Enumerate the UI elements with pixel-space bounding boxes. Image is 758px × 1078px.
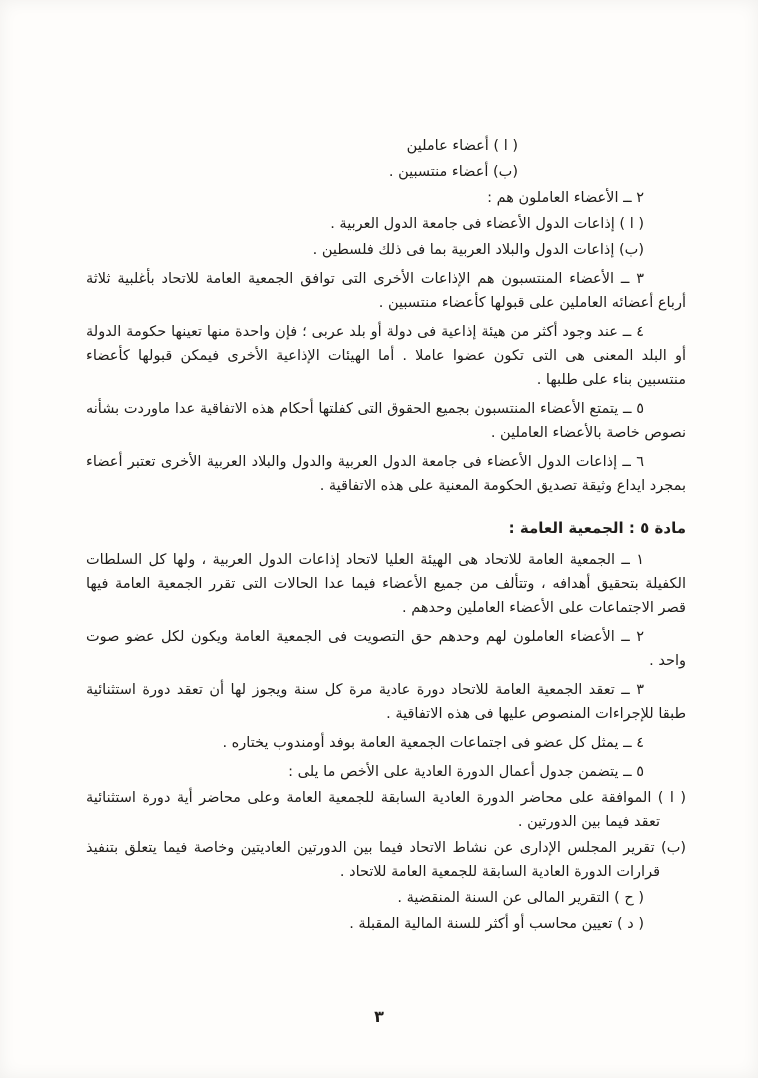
clause-2-item-a: ( ا ) إذاعات الدول الأعضاء فى جامعة الدول العربية . [330, 216, 644, 232]
article5-clause-4: ٤ ــ يمثل كل عضو فى اجتماعات الجمعية العامة بوفد أومندوب يختاره . [222, 735, 644, 751]
document-text-block [86, 134, 686, 938]
agenda-item-c: ( ح ) التقرير المالى عن السنة المنقضية . [397, 890, 644, 906]
agenda-item-b: (ب) تقرير المجلس الإدارى عن نشاط الاتحاد فيما بين الدورتين العاديتين وخاصة فيما يتعلق بتنفيذ قرارات الدورة العادية السابقة للجمعية العامة للاتحاد . [86, 840, 686, 880]
agenda-item-d: ( د ) تعيين محاسب أو أكثر للسنة المالية المقبلة . [349, 916, 644, 932]
agenda-item-a: ( ا ) الموافقة على محاضر الدورة العادية السابقة للجمعية العامة وعلى محاضر أية دورة استثنائية تعقد فيما بين الدورتين . [86, 790, 686, 830]
clause-2-item-b: (ب) إذاعات الدول والبلاد العربية بما فى ذلك فلسطين . [312, 242, 644, 258]
article5-clause-2: ٢ ــ الأعضاء العاملون لهم وحدهم حق التصويت فى الجمعية العامة ويكون لكل عضو صوت واحد . [86, 629, 686, 669]
clause-3: ٣ ــ الأعضاء المنتسبون هم الإذاعات الأخرى التى توافق الجمعية العامة للاتحاد بأغلبية ثلاثة أرباع أعضائه العاملين على قبولها كأعضاء منتسبين . [86, 271, 686, 311]
section-heading-article-5: مادة ٥ : الجمعية العامة : [508, 519, 686, 537]
clause-4: ٤ ــ عند وجود أكثر من هيئة إذاعية فى دولة أو بلد عربى ؛ فإن واحدة منها تعينها حكومة الدولة أو البلد المعنى هى التى تكون عضوا عاملا . أما الهيئات الإذاعية الأخرى فيمكن قبولها كأعضاء منتسبين بناء على طلبها . [86, 324, 686, 388]
article5-clause-1: ١ ــ الجمعية العامة للاتحاد هى الهيئة العليا لاتحاد إذاعات الدول العربية ، ولها كل السلطات الكفيلة بتحقيق أهدافه ، وتتألف من جميع الأعضاء فيما عدا الحالات التى تقرر الجمعية العامة فيها قصر الاجتماعات على الأعضاء العاملين وحدهم . [86, 552, 686, 616]
list-item-a: ( ا ) أعضاء عاملين [406, 138, 518, 154]
clause-6: ٦ ــ إذاعات الدول الأعضاء فى جامعة الدول العربية والدول والبلاد العربية الأخرى تعتبر أعضاء بمجرد ايداع وثيقة تصديق الحكومة المعنية على هذه الاتفاقية . [86, 454, 686, 494]
page-number: ٣ [374, 1007, 384, 1026]
article5-clause-5: ٥ ــ يتضمن جدول أعمال الدورة العادية على الأخص ما يلى : [288, 764, 644, 780]
article5-clause-3: ٣ ــ تعقد الجمعية العامة للاتحاد دورة عادية مرة كل سنة ويجوز لها أن تعقد دورة استثنائية طبقا للإجراءات المنصوص عليها فى هذه الاتفاقية . [86, 682, 686, 722]
list-item-b: (ب) أعضاء منتسبين . [388, 164, 518, 180]
clause-2: ٢ ــ الأعضاء العاملون هم : [487, 190, 644, 206]
clause-5: ٥ ــ يتمتع الأعضاء المنتسبون بجميع الحقوق التى كفلتها أحكام هذه الاتفاقية عدا ماوردت بشأنه نصوص خاصة بالأعضاء العاملين . [86, 401, 686, 441]
